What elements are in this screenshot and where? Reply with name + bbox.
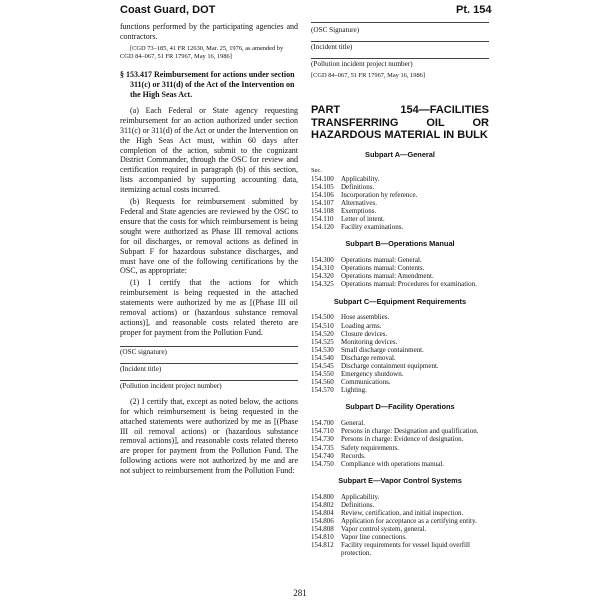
toc-list [311, 256, 489, 288]
toc-item [311, 354, 489, 362]
toc-item [311, 386, 489, 394]
section-number: 154.740 [311, 451, 334, 460]
section-number: 154.730 [311, 435, 334, 444]
section-number: 154.105 [311, 182, 334, 191]
toc-item [311, 533, 489, 541]
section-number: 154.710 [311, 427, 334, 436]
section-number: 154.500 [311, 313, 334, 322]
toc-item [311, 191, 489, 199]
subpart-heading: Subpart C—Equipment Requirements [333, 296, 467, 306]
section-number: 154.120 [311, 223, 334, 232]
amendment-citation: [CGD 73–185, 41 FR 12630, Mar. 25, 1976, as amended by CGD 84–067, 51 FR 17967, May 16, 1986] [120, 44, 284, 61]
section-title: Lighting. [341, 386, 367, 395]
section-title: Operations manual: General. [341, 256, 422, 265]
toc-item [311, 427, 489, 435]
toc-list [311, 493, 489, 558]
section-number: 154.750 [311, 459, 334, 468]
toc-item [311, 280, 489, 288]
section-number: 154.310 [311, 264, 334, 273]
section-title: Definitions. [341, 500, 375, 509]
section-number: 154.810 [311, 533, 334, 542]
toc-item [311, 272, 489, 280]
toc-item [311, 183, 489, 191]
section-number: 154.520 [311, 329, 334, 338]
toc-item [311, 501, 489, 509]
toc-item [311, 215, 489, 223]
signature-line: (OSC Signature) [311, 26, 360, 34]
section-title: Records. [341, 451, 366, 460]
right-column [311, 22, 489, 558]
section-title: Operations manual: Amendment. [341, 272, 434, 281]
page-number: 281 [293, 588, 307, 598]
section-title: Definitions. [341, 182, 375, 191]
section-number: 154.100 [311, 174, 334, 183]
left-column [120, 22, 298, 476]
toc-item [311, 199, 489, 207]
section-title: Vapor line connections. [341, 533, 407, 542]
toc-item [311, 338, 489, 346]
section-title: Persons in charge: Designation and qualification. [341, 427, 479, 436]
section-title: Vapor control system, general. [341, 525, 427, 534]
toc-item [311, 452, 489, 460]
paragraph-a: (a) Each Federal or State agency requesting reimbursement for an action authorized under section 311(c) or 311(d) of the Act or under the Intervention on the High Seas Act must, within 60 days after completion of the action, submit to the cognizant District Commander, through the OSC for review and certification required in paragraph (b) of this section, lists accompanied by supporting accounting data, itemizing actual costs incurred. [120, 105, 298, 195]
signature-line: (Pollution incident project number) [120, 380, 298, 391]
toc-list [311, 313, 489, 394]
signature-block [120, 346, 298, 391]
section-title: Review, certification, and initial inspection. [341, 508, 464, 517]
toc-item [311, 460, 489, 468]
signature-line: (OSC signature) [120, 346, 298, 357]
section-title: Loading arms. [341, 321, 382, 330]
section-title: Small discharge containment. [341, 345, 424, 354]
section-number: 154.700 [311, 419, 334, 428]
section-title: Applicability. [341, 174, 380, 183]
toc-item [311, 493, 489, 501]
section-number: 154.110 [311, 215, 334, 224]
running-header-agency: Coast Guard, DOT [120, 4, 216, 16]
section-number: 154.300 [311, 256, 334, 265]
paragraph-2: (2) I certify that, except as noted below, the actions for which reimbursement is being requested in the attached statements were authorized by me as [(Phase III oil removal actions) or (hazardous substance removal actions)], and reasonable costs related thereto are proper for payment from the Pollution Fund. The following actions were not authorized by me and are not subject to reimbursement from the Pollution Fund: [120, 396, 298, 476]
section-title: Emergency shutdown. [341, 370, 404, 379]
paragraph-b: (b) Requests for reimbursement submitted by Federal and State agencies are reviewed by the OSC to ensure that the costs for which reimbursement is being sought were authorized as Phase III removal actions for oil discharges, or removal actions as defined in Subpart F for hazardous substance discharges, and must have one of the following certifications by the OSC, as appropriate: [120, 197, 298, 276]
section-title: Operations manual: Contents. [341, 264, 425, 273]
section-number: 154.806 [311, 517, 334, 526]
toc-item [311, 322, 489, 330]
section-title: Facility requirements for vessel liquid overfill protection. [341, 541, 470, 558]
section-number: 154.808 [311, 525, 334, 534]
section-number: 154.320 [311, 272, 334, 281]
section-number: 154.570 [311, 386, 334, 395]
section-heading: § 153.417 Reimbursement for actions under section 311(c) or 311(d) of the Act of the Intervention on the High Seas Act. [120, 70, 295, 100]
section-number: 154.560 [311, 378, 334, 387]
section-title: General. [341, 419, 365, 428]
section-title: Operations manual: Procedures for examination. [341, 280, 477, 289]
section-title: Alternatives. [341, 198, 377, 207]
section-title: Persons in charge: Evidence of designation. [341, 435, 464, 444]
section-number: 154.735 [311, 443, 334, 452]
sec-label: Sec. [311, 166, 323, 174]
section-title: Discharge removal. [341, 353, 396, 362]
toc-list [311, 175, 489, 232]
amendment-citation: [CGD 84–067, 51 FR 17967, May 16, 1986] [311, 72, 425, 79]
section-number: 154.804 [311, 508, 334, 517]
signature-line: (Incident title) [120, 363, 298, 374]
section-title: Monitoring devices. [341, 337, 398, 346]
section-title: Hose assemblies. [341, 313, 390, 322]
section-title: Letter of intent. [341, 215, 385, 224]
section-title: Application for acceptance as a certifying entity. [341, 517, 477, 526]
section-title: Exemptions. [341, 206, 377, 215]
divider [311, 22, 489, 23]
section-number: 154.540 [311, 353, 334, 362]
section-number: 154.107 [311, 198, 334, 207]
toc-item [311, 378, 489, 386]
toc-item [311, 362, 489, 370]
toc-item [311, 330, 489, 338]
running-header-part: Pt. 154 [456, 4, 492, 16]
paragraph-1: (1) I certify that the actions for which reimbursement is being requested in the attached statements were authorized by me as [(Phase III oil removal actions) or (hazardous substance removal actions)], and reasonable costs related thereto are proper for payment from the Pollution Fund. [120, 278, 298, 337]
subpart-heading: Subpart D—Facility Operations [345, 402, 455, 412]
section-title: Safety requirements. [341, 443, 399, 452]
section-title: Communications. [341, 378, 391, 387]
section-number: 154.812 [311, 541, 334, 550]
toc-item [311, 517, 489, 525]
toc-item [311, 264, 489, 272]
part-title: PART 154—FACILITIES TRANSFERRING OIL OR HAZARDOUS MATERIAL IN BULK [311, 104, 489, 142]
section-number: 154.108 [311, 206, 334, 215]
section-number: 154.550 [311, 370, 334, 379]
toc-item [311, 346, 489, 354]
section-number: 154.525 [311, 337, 334, 346]
toc-list [311, 419, 489, 468]
signature-block [311, 25, 489, 69]
intro-text: functions performed by the participating agencies and contractors. [120, 22, 298, 41]
toc-item [311, 370, 489, 378]
section-number: 154.530 [311, 345, 334, 354]
section-number: 154.510 [311, 321, 334, 330]
toc-item [311, 444, 489, 452]
toc-item [311, 419, 489, 427]
signature-line: (Incident title) [311, 41, 489, 52]
section-title: Compliance with operations manual. [341, 459, 445, 468]
section-number: 154.545 [311, 362, 334, 371]
toc-item [311, 256, 489, 264]
section-number: 154.106 [311, 190, 334, 199]
toc-item [311, 509, 489, 517]
signature-line: (Pollution incident project number) [311, 58, 489, 69]
subpart-heading: Subpart A—General [365, 149, 435, 159]
toc-item [311, 223, 489, 231]
section-number: 154.325 [311, 280, 334, 289]
subpart-heading: Subpart B—Operations Manual [345, 239, 455, 249]
toc-item [311, 435, 489, 443]
section-title: Discharge containment equipment. [341, 362, 439, 371]
toc-item [311, 207, 489, 215]
toc-item [311, 313, 489, 321]
section-title: Incorporation by reference. [341, 190, 418, 199]
section-number: 154.802 [311, 500, 334, 509]
section-title: Closure devices. [341, 329, 388, 338]
section-title: Facility examinations. [341, 223, 404, 232]
subpart-heading: Subpart E—Vapor Control Systems [338, 475, 462, 485]
toc-item [311, 525, 489, 533]
section-number: 154.800 [311, 492, 334, 501]
toc-item [311, 175, 489, 183]
section-title: Applicability. [341, 492, 380, 501]
toc-item [311, 541, 489, 557]
